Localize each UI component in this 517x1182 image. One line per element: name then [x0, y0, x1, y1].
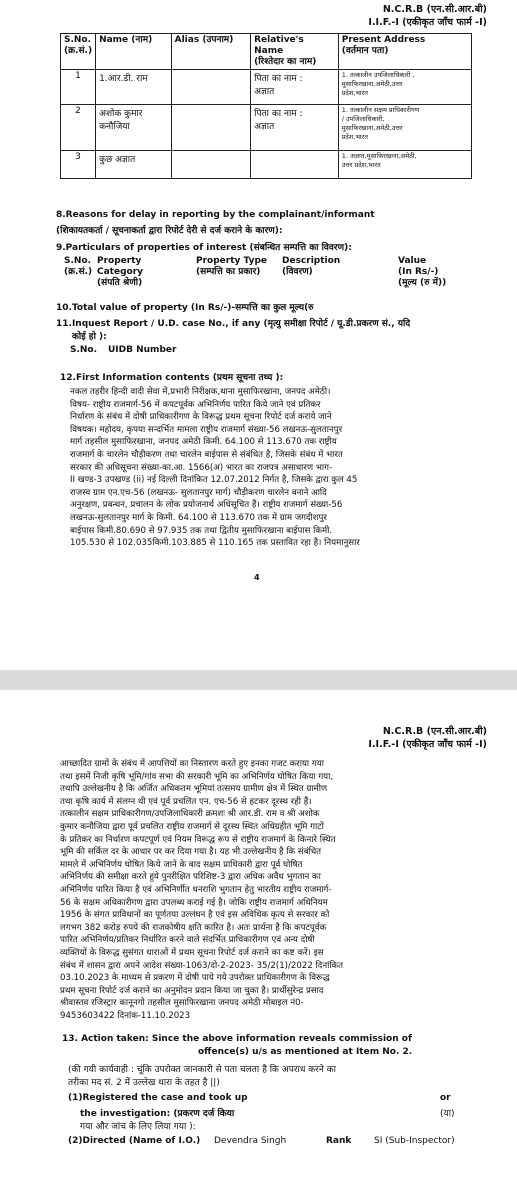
col-sno: S.No. (क्र.सं.)	[61, 34, 96, 70]
item12-title: 12.First Information contents (प्रथम सूचना तथ्य ):	[60, 373, 284, 383]
text-line: आच्छादित ग्रामों के संबंध में आपत्तियों का निस्तारण करते हुए इनका गजट कराया गया	[60, 759, 324, 769]
col-name: Name (नाम)	[96, 34, 172, 70]
text-line: 105.530 से 102.035किमी.103.885 से 110.165 तक प्रस्तावित रहा है। नियमानुसार	[70, 538, 360, 549]
persons-table-header	[61, 34, 472, 70]
text-line: II खण्ड-3 उपखण्ड (ii) नई दिल्ली दिनांकित 12.07.2012 निर्गत है, जिसके द्वारा कुल 45	[70, 475, 358, 486]
text-line: मामले में अभिनिर्णय घोषित किये जाने के बाद सक्षम प्राधिकारी द्वारा पूर्व घोषित	[60, 859, 303, 870]
text-line: राजमार्ग के चारलेन चौड़ीकरण तथा चारलेन बाईपास से संबंधित है, जिसके संबंध में भारत	[70, 449, 343, 460]
prop-col-sno: S.No. (क्र.सं.)	[64, 256, 93, 277]
text-line: निर्धारण के संबंध में दोषी प्राधिकारीगण के विरूद्ध प्रथम सूचना रिपोर्ट दर्ज कराये जाने	[70, 412, 332, 423]
cell-address: 1. अज्ञात,मुसाफिरखाना,अमेठी, उत्तर प्रदेश,भारत	[338, 151, 471, 179]
item8-label: 8.Reasons for delay in reporting by the complainant/informant	[56, 210, 375, 220]
item11-label: 11.Inquest Report / U.D. case No., if any (मृत्यु समीक्षा रिपोर्ट / यू.डी.प्रकरण सं., यदि	[56, 319, 411, 329]
text-line: संबंध में शासन द्वारा अपने आदेश संख्या-1063/दो-2-2023- 35/2(1)/2022 दिनांकित	[60, 960, 344, 971]
text-line: श्रीवास्तव रजिस्ट्रार कानूनगो तहसील मुसाफिरखाना जनपद अमेठी मोबाइल नं0-	[60, 998, 304, 1009]
cell-alias	[171, 151, 250, 179]
text-line: तथा कृषि कार्य में संलग्न थी एवं पूर्व प्रचलित एन. एच-56 से हटकर दूरस्थ रही हैं।	[60, 796, 312, 807]
text-line: कुमार कनौजिया द्वारा पूर्व प्रचलित राष्ट्रीय राजमार्ग से दूरस्थ स्थित अधिग्रहीत भूमि गाटों	[60, 821, 324, 832]
text-line: बाईपास किमी.80.690 से 97.935 तक तथा द्वितीय मुसाफिरखाना बाईपास किमी.	[70, 525, 333, 536]
item9-label: 9.Particulars of properties of interest (संबन्धित सम्पत्ति का विवरण):	[56, 243, 352, 253]
document-page-2	[0, 690, 517, 1182]
registered-label-hindi: गया और जांच के लिए लिया गया ):	[80, 1122, 196, 1132]
item13-hindi-cont: तरीका मद सं. 2 में उल्लेख धारा के तहत है ||)	[68, 1078, 220, 1088]
ncrb-header: N.C.R.B (एन.सी.आर.बी)	[382, 4, 487, 15]
text-line: भूमि की सर्किल दर के आधार पर कर दिया गया है। यह भी उल्लेखनीय है कि संबंधित	[60, 847, 322, 858]
item11-label-cont: कोई हो ):	[72, 332, 107, 342]
text-line: अभिनिर्णय की समीक्षा करते हुये पुनरीक्षित परिशिष्ट-3 द्वारा अधिक अवैध भुगतान का	[60, 872, 321, 883]
text-line: के प्रतिकर का निर्धारण कपटपूर्ण एवं नियम विरूद्ध रूप से राष्ट्रीय राजमार्ग के किनारे स्थित	[60, 834, 336, 845]
cell-sno: 3	[61, 151, 96, 179]
fir-contents-continued	[60, 758, 343, 1022]
cell-relative: पिता का नाम : अज्ञात	[251, 70, 339, 105]
table-row	[61, 151, 472, 179]
text-line: प्रथम सूचना रिपोर्ट दर्ज कराने का अनुमोदन प्रदान किया जा चुका है। प्रार्थीसुरेन्द्र प्रसाद	[60, 985, 324, 996]
iif-header: I.I.F.-I (एकीकृत जाँच फार्म -I)	[368, 739, 487, 750]
prop-col-description: Description (विवरण)	[282, 256, 341, 277]
text-line: मार्ग तहसील मुसाफिरखाना, जनपद अमेठी किमी. 64.100 से 113.670 तक राष्ट्रीय	[70, 437, 337, 448]
cell-alias	[171, 105, 250, 151]
cell-relative	[251, 151, 339, 179]
cell-sno: 2	[61, 105, 96, 151]
text-line: 1956 के संगत प्राविधानों का पूर्णतया उल्लंघन है एवं इस अविधिक कृत्य से सरकार को	[60, 910, 330, 921]
persons-table	[60, 33, 472, 179]
or-label-hindi: (या)	[440, 1109, 455, 1119]
text-line: सरकार की अधिसूचना संख्या-का.आ. 1566(अ) भारत का राजपत्र असाधारण भाग-	[70, 462, 333, 473]
col-alias: Alias (उपनाम)	[171, 34, 250, 70]
text-line: 03.10.2023 के माध्यम से प्रकरण में दोषी पाये गये उपरोक्त प्राधिकारीगण के विरूद्ध	[60, 973, 330, 984]
text-line: व्यक्तियों के विरूद्ध सुसंगत धाराओं में प्रथम सूचना रिपोर्ट दर्ज कराने का कष्ट करें। इस	[60, 947, 324, 958]
cell-alias	[171, 70, 250, 105]
item13-label: 13. Action taken: Since the above information reveals commission of	[62, 1034, 412, 1044]
rank-value: SI (Sub-Inspector)	[374, 1136, 455, 1146]
text-line: विषय- राष्ट्रीय राजमार्ग-56 में कपटपूर्वक अभिनिर्णय पारित किये जाने एवं प्रतिकर	[70, 399, 321, 410]
uidb-sno: S.No.	[70, 345, 98, 355]
fir-contents	[70, 386, 360, 550]
text-line: अनुरक्षण, प्रबन्धन, प्रचालन के लोक प्रयोजनार्थ अधिसूचित हैं। राष्ट्रीय राजमार्ग संख्या-56	[70, 500, 343, 511]
io-name: Devendra Singh	[214, 1136, 287, 1146]
cell-relative: पिता का नाम : अज्ञात	[251, 105, 339, 151]
iif-header: I.I.F.-I (एकीकृत जाँच फार्म -I)	[368, 17, 487, 28]
text-line: 9453603422 दिनांक-11.10.2023	[60, 1010, 191, 1021]
cell-name: 1.आर.डी. राम	[96, 70, 172, 105]
prop-col-type: Property Type (सम्पत्ति का प्रकार)	[196, 256, 267, 277]
table-row	[61, 70, 472, 105]
text-line: लखनऊ-सुलतानपुर मार्ग के किमी. 64.100 से 113.670 तक में ग्राम जगदीशपुर	[70, 512, 327, 523]
item8-hindi: (शिकायतकर्ता / सूचनाकर्ता द्वारा रिपोर्ट देरी से दर्ज कराने के कारण):	[56, 226, 283, 236]
prop-col-value: Value (In Rs/-) (मूल्य (रु में))	[398, 256, 447, 288]
item10-label: 10.Total value of property (In Rs/-)-सम्पत्ति का कुल मूल्य(रु	[56, 303, 314, 313]
or-label: or	[440, 1093, 451, 1103]
table-row	[61, 105, 472, 151]
cell-address: 1. तत्कालीन उपजिलाधिकारी , मुसाफिरखाना,अमेठी,उत्तर प्रदेश,भारत	[338, 70, 471, 105]
prop-col-category: Property Category (संपति श्रेणी)	[97, 256, 144, 288]
registered-label-cont: the investigation: (प्रकरण दर्ज किया	[80, 1109, 235, 1119]
text-line: विषयक। महोदय, कृपया सन्दर्भित मामला राष्ट्रीय राजमार्ग संख्या-56 लखनऊ-सुलतानपुर	[70, 424, 343, 435]
text-line: पारित अभिनिर्णय/प्रतिकर निर्धारित करने वाले संदर्भित प्राधिकारीगण एवं अन्य दोषी	[60, 935, 315, 946]
directed-label: (2)Directed (Name of I.O.)	[68, 1136, 201, 1146]
item13-hindi: (की गयी कार्यवाही : चूंकि उपरोक्त जानकारी से पता चलता है कि अपराध करने का	[68, 1065, 336, 1075]
page-number: 4	[254, 573, 260, 582]
cell-name: कुछ अज्ञात	[96, 151, 172, 179]
text-line: नकल तहरीर हिन्दी वादी सेवा में,प्रभारी निरीक्षक,थाना मुसाफिरखाना, जनपद अमेठी।	[70, 387, 331, 397]
cell-sno: 1	[61, 70, 96, 105]
cell-name: अशोक कुमार कनौजिया	[96, 105, 172, 151]
col-address: Present Address (वर्तमान पता)	[338, 34, 471, 70]
text-line: राजस्व ग्राम एन.एच-56 (लखनऊ- सुलतानपुर मार्ग) चौड़ीकरण चारलेन बनाने आदि	[70, 487, 327, 498]
cell-address: 1. तत्कालीन सक्षम प्राधिकारीगण / उपजिलाधिकारी, मुसाफिरखाना,अमेठी,उत्तर प्रदेश,भारत	[338, 105, 471, 151]
item13-label-cont: offence(s) u/s as mentioned at Item No. 2.	[198, 1047, 413, 1057]
text-line: तत्कालीन सक्षम प्राधिकारीगण/उपजिलाधिकारी क्रमशः श्री आर.डी. राम व श्री अशोक	[60, 809, 320, 820]
rank-label: Rank	[326, 1136, 352, 1146]
text-line: लगभग 382 करोड़ रुपये की राजकोषीय क्षति कारित है। अतः प्रार्थना है कि कपटपूर्वक	[60, 922, 327, 933]
text-line: 56 के सक्षम अधिकारीगण द्वारा उपलब्ध कराई गई है। जोकि राष्ट्रीय राजमार्ग अधिनियम	[60, 897, 328, 908]
registered-label: (1)Registered the case and took up	[68, 1093, 248, 1103]
text-line: अभिनिर्णय पारित किया है एवं अभिनिर्णीत धनराशि भुगतान हेतु भारतीय राष्ट्रीय राजमार्ग-	[60, 884, 332, 895]
ncrb-header: N.C.R.B (एन.सी.आर.बी)	[382, 726, 487, 737]
text-line: तथापि उल्लेखनीय है कि अर्जित अधिकतम भूमियां तत्समय ग्रामीण क्षेत्र में स्थित ग्रामीण	[60, 784, 328, 795]
col-relative: Relative's Name (रिश्तेदार का नाम)	[251, 34, 339, 70]
text-line: तथा इसमें निजी कृषि भूमि/गांव सभा की सरकारी भूमि का अभिनिर्णय घोषित किया गया,	[60, 771, 334, 782]
uidb-number: UIDB Number	[108, 345, 177, 355]
